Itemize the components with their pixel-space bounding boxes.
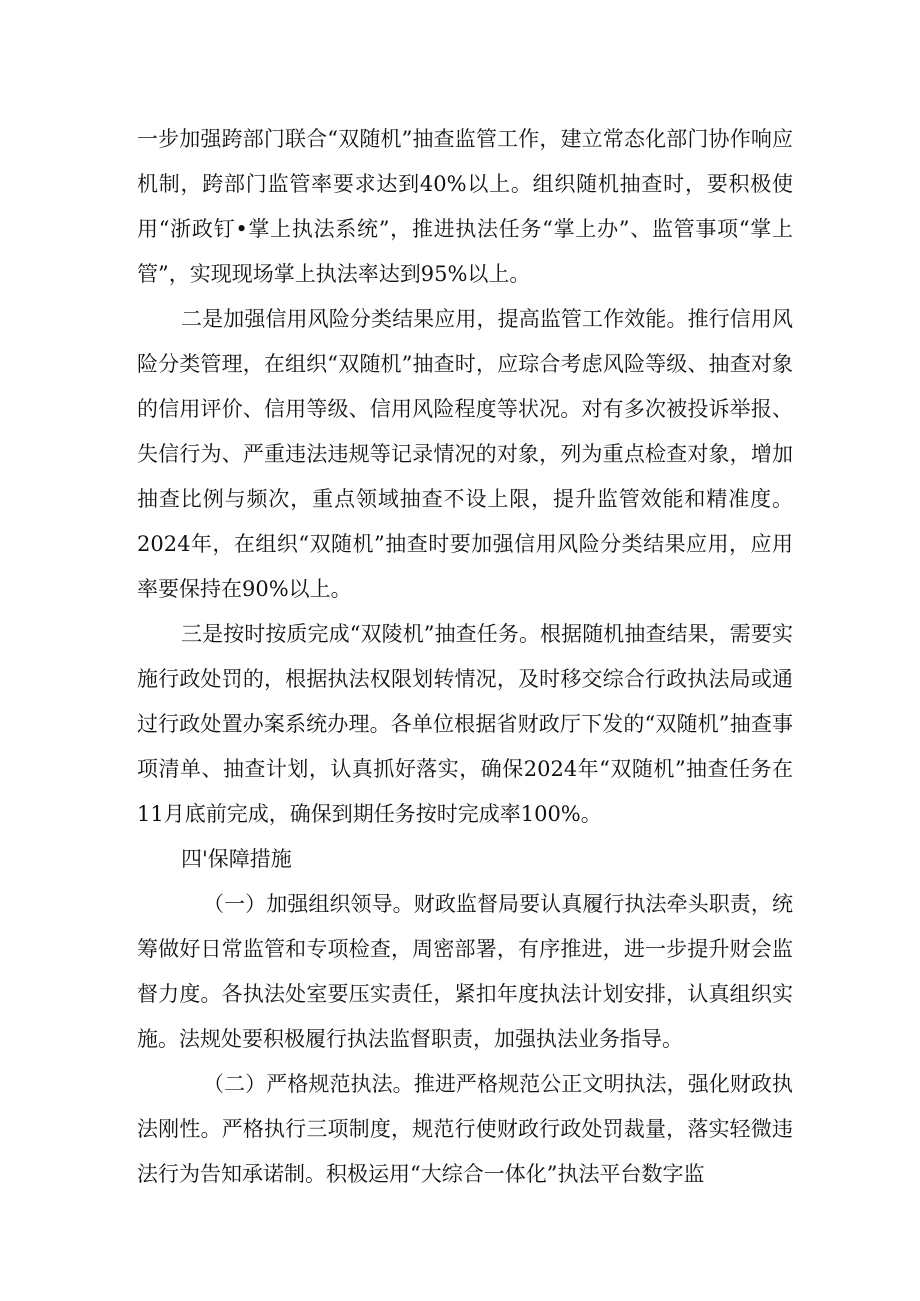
- paragraph-item-two: 二是加强信用风险分类结果应用，提高监管工作效能。推行信用风险分类管理，在组织“双随机”抽查时，应琮合考虑风险等级、抽查对象的信用评价、信用等级、信用风险程度等状况。对有多次被投诉举报、失信行为、严重违法违规等记录情况的对象，列为重点检查对象，增加抽查比例与频次，重点领域抽查不设上限，提升监管效能和精准度。2024年，在组织“双随机”抽查时要加强信用风险分类结果应用，应用率要保持在90%以上。: [137, 307, 793, 601]
- document-body: [137, 117, 793, 1197]
- paragraph-subsection-two: （二）严格规范执法。推进严格规范公正文明执法，强化财政执法刚性。严格执行三项制度，规范行使财政行政处罚裁量，落实轻微违法行为告知承诺制。积极运用“大综合一体化”执法平台数字监: [137, 1072, 793, 1186]
- paragraph-continuation: 一步加强跨部门联合“双随机”抽查监管工作，建立常态化部门协作响应机制，跨部门监管率要求达到40%以上。组织随机抽查时，要积极使用“浙政钉•掌上执法系统”，推进执法任务“掌上办”、监管事项“掌上管”，实现现场掌上执法率达到95%以上。: [137, 127, 793, 286]
- paragraph-item-three: 三是按时按质完成“双陵机”抽查任务。根据随机抽查结果，需要实施行政处罚的，根据执法权限划转情况，及时移交综合行政执法局或通过行政处置办案系统办理。各单位根据省财政厅下发的“双随机”抽查事项清单、抽查计划，认真抓好落实，确保2024年“双随机”抽查任务在11月底前完成，确保到期任务按时完成率100%。: [137, 622, 793, 826]
- paragraph-subsection-one: （一）加强组织领导。财政监督局要认真履行执法牵头职责，统筹做好日常监管和专项检查，周密部署，有序推进，进一步提升财会监督力度。各执法处室要压实责任，紧扣年度执法计划安排，认真组织实施。法规处要积极履行执法监督职责，加强执法业务指导。: [137, 892, 793, 1051]
- section-heading-safeguards: 四'保障措施: [181, 847, 292, 871]
